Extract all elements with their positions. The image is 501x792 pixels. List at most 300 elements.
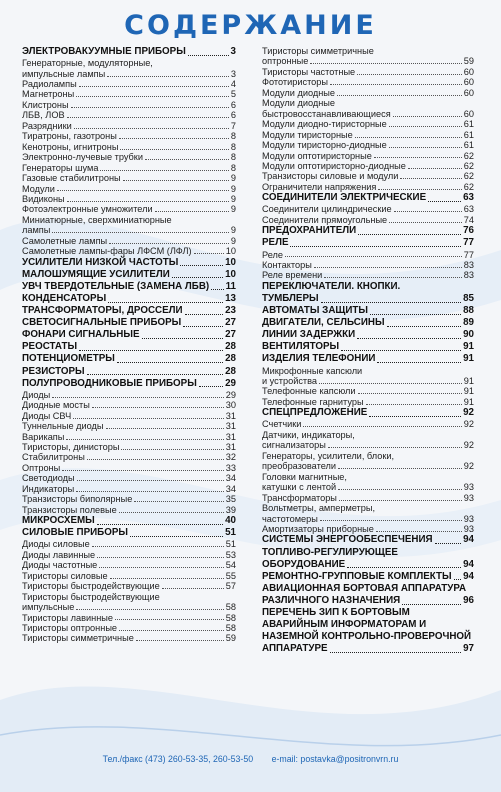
toc-page-number: 40	[225, 515, 236, 527]
toc-entry-title: Тиристоры силовые	[22, 570, 108, 581]
toc-entry-row[interactable]	[262, 270, 474, 280]
toc-entry-title: сигнализаторы	[262, 440, 326, 451]
toc-entry-row[interactable]	[262, 493, 474, 503]
toc-entry-row[interactable]	[22, 194, 236, 204]
dot-leader	[324, 277, 461, 278]
toc-entry-title: Тиристоры быстродействующие	[22, 581, 160, 592]
dot-leader	[370, 314, 461, 315]
dot-leader	[376, 531, 462, 532]
toc-section-row[interactable]	[262, 293, 474, 305]
toc-entry-row[interactable]	[262, 397, 474, 407]
dot-leader	[76, 491, 224, 492]
toc-entry-title: Кенотроны, игнитроны	[22, 141, 119, 152]
toc-section-row[interactable]	[22, 257, 236, 269]
toc-entry-title: ЭЛЕКТРОВАКУУМНЫЕ ПРИБОРЫ	[22, 46, 186, 57]
toc-entry-row[interactable]	[262, 119, 474, 129]
toc-entry-title: Модули оптотиристорные	[262, 150, 372, 161]
toc-entry-row[interactable]	[22, 121, 236, 131]
toc-entry-row[interactable]	[22, 204, 236, 214]
toc-entry-row[interactable]	[262, 472, 474, 482]
toc-entry-title: Модули диодно-тиристорные	[262, 119, 387, 130]
toc-page-number: 74	[463, 214, 474, 225]
toc-section-row[interactable]	[262, 237, 474, 249]
toc-page-number: 10	[225, 246, 236, 257]
toc-entry-row[interactable]	[22, 432, 236, 442]
toc-page-number: 28	[225, 365, 236, 377]
dot-leader	[183, 326, 223, 327]
toc-section-row[interactable]	[262, 571, 474, 583]
toc-entry-row[interactable]	[22, 390, 236, 400]
toc-entry-title: преобразователи	[262, 461, 336, 472]
dot-leader	[71, 107, 229, 108]
dot-leader	[108, 302, 223, 303]
toc-entry-title: Ограничители напряжения	[262, 181, 377, 192]
toc-entry-row[interactable]	[262, 419, 474, 429]
toc-entry-row[interactable]	[262, 46, 474, 56]
toc-entry-title: оптронные	[262, 56, 309, 67]
toc-page-number: 27	[225, 317, 236, 329]
toc-entry-title: АВТОМАТЫ ЗАЩИТЫ	[262, 305, 368, 317]
toc-page-number: 57	[225, 581, 236, 592]
dot-leader	[155, 211, 229, 212]
toc-entry-title: ПЕРЕКЛЮЧАТЕЛИ. КНОПКИ.	[262, 280, 401, 292]
toc-entry-row[interactable]	[262, 130, 474, 140]
toc-entry-title: и устройства	[262, 376, 318, 386]
toc-page-number: 96	[463, 594, 474, 606]
toc-entry-title: Видиконы	[22, 193, 65, 204]
toc-entry-row[interactable]	[262, 109, 474, 119]
toc-entry-row[interactable]	[262, 524, 474, 534]
toc-page-number: 76	[463, 225, 474, 237]
toc-entry-row[interactable]	[22, 484, 236, 494]
toc-entry-title: Микрофонные капсюли	[262, 365, 363, 376]
dot-leader	[389, 222, 462, 223]
toc-entry-row[interactable]	[262, 151, 474, 161]
toc-section-row[interactable]	[22, 46, 236, 58]
toc-page-number: 8	[230, 141, 236, 152]
toc-entry-title: СВЕТОСИГНАЛЬНЫЕ ПРИБОРЫ	[22, 317, 182, 329]
toc-section-row[interactable]	[262, 559, 474, 571]
toc-entry-row[interactable]	[22, 452, 236, 462]
toc-left-column	[22, 46, 236, 644]
toc-entry-row[interactable]	[22, 592, 236, 602]
toc-entry-title: АВАРИЙНЫМ ИНФОРМАТОРАМ И	[262, 619, 427, 631]
toc-entry-title: Модули оптотиристорно-диодные	[262, 160, 406, 171]
toc-page-number: 94	[463, 558, 474, 570]
toc-entry-row[interactable]	[22, 571, 236, 581]
toc-entry-title: Самолетные лампы	[22, 235, 108, 246]
toc-entry-row[interactable]	[22, 184, 236, 194]
toc-entry-title: ИЗДЕЛИЯ ТЕЛЕФОНИИ	[262, 353, 376, 365]
toc-entry-title: МИКРОСХЕМЫ	[22, 515, 95, 527]
dot-leader	[119, 512, 224, 513]
dot-leader	[67, 117, 229, 118]
toc-section-row[interactable]	[262, 607, 474, 619]
toc-page-number: 59	[225, 633, 236, 644]
toc-page-number: 62	[463, 181, 474, 192]
dot-leader	[358, 234, 461, 235]
toc-section-row[interactable]	[262, 595, 474, 607]
toc-entry-row[interactable]	[262, 140, 474, 150]
dot-leader	[172, 277, 223, 278]
dot-leader	[121, 449, 223, 450]
toc-entry-title: СОЕДИНИТЕЛИ ЭЛЕКТРИЧЕСКИЕ	[262, 192, 427, 204]
toc-section-row[interactable]	[22, 353, 236, 365]
toc-entry-title: АППАРАТУРЕ	[262, 643, 328, 655]
toc-section-row[interactable]	[22, 527, 236, 539]
dot-leader	[57, 190, 229, 191]
dot-leader	[119, 630, 224, 631]
toc-entry-title: Реле	[262, 249, 283, 260]
toc-section-row[interactable]	[22, 269, 236, 281]
toc-page-number: 77	[463, 237, 474, 249]
toc-entry-row[interactable]	[262, 376, 474, 386]
dot-leader	[92, 546, 224, 547]
toc-entry-row[interactable]	[22, 110, 236, 120]
toc-entry-row[interactable]	[22, 442, 236, 452]
toc-entry-row[interactable]	[22, 142, 236, 152]
toc-page-number: 51	[225, 527, 236, 539]
toc-page-number: 61	[463, 140, 474, 151]
toc-entry-title: Тиристоры, динисторы	[22, 442, 120, 452]
toc-page-number: 88	[463, 305, 474, 317]
phone-text: Тел./факс (473) 260-53-35, 260-53-50	[102, 754, 254, 764]
toc-entry-row[interactable]	[262, 430, 474, 440]
toc-entry-title: Транзисторы биполярные	[22, 494, 133, 505]
toc-entry-row[interactable]	[262, 386, 474, 396]
toc-entry-row[interactable]	[262, 260, 474, 270]
dot-leader	[87, 459, 224, 460]
toc-entry-title: ПЕРЕЧЕНЬ ЗИП К БОРТОВЫМ	[262, 607, 410, 618]
toc-entry-row[interactable]	[22, 473, 236, 483]
dot-leader	[115, 619, 224, 620]
toc-section-row[interactable]	[262, 192, 474, 204]
toc-page-number: 62	[463, 150, 474, 161]
toc-entry-row[interactable]	[22, 400, 236, 410]
toc-entry-row[interactable]	[22, 505, 236, 515]
toc-section-row[interactable]	[22, 329, 236, 341]
toc-section-row[interactable]	[262, 583, 474, 595]
dot-leader	[338, 489, 462, 490]
toc-entry-row[interactable]	[22, 246, 236, 256]
toc-entry-row[interactable]	[22, 463, 236, 473]
toc-section-row[interactable]	[22, 378, 236, 390]
toc-entry-title: лампы	[22, 225, 51, 236]
toc-entry-title: Электронно-лучевые трубки	[22, 152, 143, 163]
toc-entry-title: Генераторы шума	[22, 162, 99, 173]
toc-entry-row[interactable]	[22, 623, 236, 633]
toc-section-row[interactable]	[22, 515, 236, 527]
dot-leader	[79, 86, 229, 87]
toc-section-row[interactable]	[22, 305, 236, 317]
toc-entry-row[interactable]	[22, 539, 236, 549]
toc-entry-row[interactable]	[22, 225, 236, 235]
toc-entry-row[interactable]	[22, 89, 236, 99]
toc-section-row[interactable]	[262, 329, 474, 341]
dot-leader	[77, 480, 224, 481]
toc-entry-title: Вольтметры, амперметры,	[262, 503, 376, 514]
toc-page-number: 89	[463, 317, 474, 329]
dot-leader	[314, 267, 462, 268]
toc-entry-row[interactable]	[262, 451, 474, 461]
dot-leader	[92, 407, 224, 408]
dot-leader	[123, 180, 229, 181]
toc-entry-title: Самолетные лампы-фары ЛФСМ (ЛФЛ)	[22, 246, 192, 257]
toc-entry-row[interactable]	[22, 494, 236, 504]
toc-page-number: 83	[463, 259, 474, 270]
toc-entry-row[interactable]	[22, 215, 236, 225]
toc-entry-title: Миниатюрные, сверхминиатюрные	[22, 214, 172, 225]
dot-leader	[74, 128, 229, 129]
toc-entry-row[interactable]	[22, 100, 236, 110]
toc-page-number: 10	[225, 256, 236, 268]
toc-page-number: 13	[225, 292, 236, 304]
toc-entry-title: ЛБВ, ЛОВ	[22, 110, 65, 121]
toc-entry-title: СИЛОВЫЕ ПРИБОРЫ	[22, 527, 128, 539]
toc-entry-title: Тиратроны, газотроны	[22, 131, 117, 142]
toc-entry-row[interactable]	[22, 411, 236, 421]
toc-entry-row[interactable]	[22, 58, 236, 68]
toc-entry-row[interactable]	[22, 79, 236, 89]
dot-leader	[303, 426, 461, 427]
toc-entry-title: МАЛОШУМЯЩИЕ УСИЛИТЕЛИ	[22, 268, 170, 280]
toc-entry-title: Телефонные гарнитуры	[262, 396, 364, 407]
dot-leader	[97, 557, 224, 558]
toc-entry-row[interactable]	[262, 56, 474, 66]
dot-leader	[347, 567, 461, 568]
toc-page-number: 59	[463, 56, 474, 67]
toc-entry-title: Амортизаторы приборные	[262, 523, 374, 534]
toc-page-number: 10	[225, 268, 236, 280]
toc-entry-row[interactable]	[22, 163, 236, 173]
toc-entry-row[interactable]	[262, 482, 474, 492]
toc-page-number: 77	[463, 249, 474, 260]
toc-page-number: 31	[225, 442, 236, 452]
dot-leader	[285, 256, 462, 257]
toc-entry-title: Тиристоры быстродействующие	[22, 591, 160, 602]
toc-entry-row[interactable]	[22, 131, 236, 141]
dot-leader	[73, 418, 224, 419]
toc-entry-row[interactable]	[22, 581, 236, 591]
toc-section-row[interactable]	[262, 407, 474, 419]
toc-entry-row[interactable]	[22, 613, 236, 623]
toc-page-number: 9	[230, 183, 236, 194]
toc-page-number: 9	[230, 173, 236, 184]
toc-page-number: 4	[230, 79, 236, 89]
dot-leader	[377, 362, 461, 363]
dot-leader	[428, 201, 461, 202]
toc-page-number: 28	[225, 341, 236, 353]
dot-leader	[52, 397, 224, 398]
dot-leader	[330, 84, 462, 85]
toc-entry-row[interactable]	[262, 182, 474, 192]
toc-entry-title: КОНДЕНСАТОРЫ	[22, 292, 107, 304]
toc-entry-title: Модули диодные	[262, 98, 336, 109]
toc-entry-title: Радиолампы	[22, 79, 77, 89]
toc-section-row[interactable]	[262, 631, 474, 643]
toc-page-number: 90	[463, 329, 474, 341]
toc-entry-title: Индикаторы	[22, 483, 75, 494]
toc-entry-title: ОБОРУДОВАНИЕ	[262, 558, 346, 570]
toc-section-row[interactable]	[262, 281, 474, 293]
dot-leader	[400, 178, 461, 179]
toc-entry-title: Клистроны	[22, 99, 69, 110]
toc-entry-row[interactable]	[262, 215, 474, 225]
toc-entry-title: Соединители прямоугольные	[262, 214, 388, 225]
toc-entry-row[interactable]	[262, 171, 474, 181]
toc-entry-row[interactable]	[262, 161, 474, 171]
dot-leader	[145, 159, 229, 160]
dot-leader	[162, 588, 224, 589]
dot-leader	[408, 168, 462, 169]
dot-leader	[134, 501, 223, 502]
toc-entry-row[interactable]	[262, 98, 474, 108]
toc-page-number: 60	[463, 66, 474, 77]
toc-section-row[interactable]	[22, 293, 236, 305]
toc-section-row[interactable]	[262, 547, 474, 559]
dot-leader	[387, 326, 462, 327]
toc-entry-title: быстровосстанавливающиеся	[262, 108, 391, 119]
toc-entry-row[interactable]	[22, 550, 236, 560]
dot-leader	[435, 543, 462, 544]
toc-entry-row[interactable]	[262, 440, 474, 450]
toc-page-number: 5	[230, 89, 236, 100]
toc-entry-row[interactable]	[22, 69, 236, 79]
toc-entry-row[interactable]	[262, 503, 474, 513]
toc-page-number: 33	[225, 462, 236, 473]
toc-section-row[interactable]	[262, 317, 474, 329]
toc-entry-title: ПОТЕНЦИОМЕТРЫ	[22, 353, 115, 365]
toc-section-row[interactable]	[22, 317, 236, 329]
toc-entry-row[interactable]	[262, 204, 474, 214]
toc-section-row[interactable]	[262, 353, 474, 365]
toc-section-row[interactable]	[22, 341, 236, 353]
toc-entry-row[interactable]	[262, 77, 474, 87]
toc-entry-title: Туннельные диоды	[22, 421, 104, 432]
toc-entry-title: Генераторы, усилители, блоки,	[262, 450, 395, 461]
toc-entry-title: Диодные мосты	[22, 400, 90, 411]
toc-entry-row[interactable]	[22, 633, 236, 643]
toc-section-row[interactable]	[262, 619, 474, 631]
toc-page-number: 91	[463, 396, 474, 407]
dot-leader	[99, 567, 223, 568]
dot-leader	[355, 137, 462, 138]
toc-page-number: 28	[225, 353, 236, 365]
toc-section-row[interactable]	[22, 281, 236, 293]
dot-leader	[62, 470, 224, 471]
toc-page-number: 60	[463, 108, 474, 119]
toc-entry-title: частотомеры	[262, 513, 318, 524]
toc-entry-title: ВЕНТИЛЯТОРЫ	[262, 341, 340, 353]
toc-entry-title: Счетчики	[262, 419, 302, 430]
toc-entry-title: ЛИНИИ ЗАДЕРЖКИ	[262, 329, 356, 341]
toc-entry-title: катушки с лентой	[262, 482, 337, 493]
toc-entry-title: ПОЛУПРОВОДНИКОВЫЕ ПРИБОРЫ	[22, 377, 197, 389]
toc-section-row[interactable]	[262, 341, 474, 353]
toc-entry-row[interactable]	[262, 514, 474, 524]
toc-page-number: 34	[225, 483, 236, 494]
toc-page-number: 54	[225, 560, 236, 571]
dot-leader	[97, 524, 223, 525]
toc-page-number: 93	[463, 513, 474, 524]
dot-leader	[79, 350, 223, 351]
toc-entry-title: СИСТЕМЫ ЭНЕРГООБЕСПЕЧЕНИЯ	[262, 534, 433, 546]
toc-entry-title: Модули	[22, 183, 55, 194]
toc-entry-title: Модули тиристорные	[262, 129, 353, 140]
toc-section-row[interactable]	[22, 366, 236, 378]
toc-entry-row[interactable]	[262, 250, 474, 260]
toc-entry-row[interactable]	[22, 421, 236, 431]
toc-entry-row[interactable]	[22, 560, 236, 570]
toc-page-number: 9	[230, 204, 236, 215]
toc-page-number: 85	[463, 292, 474, 304]
toc-entry-row[interactable]	[22, 173, 236, 183]
toc-page-number: 31	[225, 421, 236, 432]
dot-leader	[374, 157, 462, 158]
dot-leader	[366, 404, 462, 405]
toc-entry-title: Тиристоры симметричные	[262, 46, 374, 56]
toc-page-number: 31	[225, 410, 236, 421]
toc-entry-title: импульсные	[22, 602, 75, 613]
toc-entry-title: АВИАЦИОННАЯ БОРТОВАЯ АППАРАТУРА	[262, 582, 467, 594]
toc-page-number: 30	[225, 400, 236, 411]
toc-entry-row[interactable]	[262, 461, 474, 471]
toc-page-number: 55	[225, 570, 236, 581]
toc-page-number: 6	[230, 110, 236, 121]
dot-leader	[357, 338, 461, 339]
toc-entry-title: ДВИГАТЕЛИ, СЕЛЬСИНЫ	[262, 317, 385, 329]
dot-leader	[454, 579, 462, 580]
dot-leader	[357, 74, 462, 75]
toc-section-row[interactable]	[262, 643, 474, 655]
toc-entry-row[interactable]	[262, 88, 474, 98]
toc-entry-row[interactable]	[22, 602, 236, 612]
toc-page-number: 61	[463, 129, 474, 140]
toc-entry-title: ТРАНСФОРМАТОРЫ, ДРОССЕЛИ	[22, 305, 183, 317]
dot-leader	[109, 243, 229, 244]
toc-page-number: 11	[225, 280, 236, 292]
dot-leader	[52, 232, 229, 233]
dot-leader	[358, 393, 462, 394]
toc-section-row[interactable]	[262, 534, 474, 546]
toc-section-row[interactable]	[262, 305, 474, 317]
toc-page-number: 32	[225, 452, 236, 463]
toc-entry-row[interactable]	[262, 366, 474, 376]
toc-section-row[interactable]	[262, 225, 474, 237]
toc-entry-title: Контакторы	[262, 259, 312, 270]
dot-leader	[188, 55, 229, 56]
toc-entry-title: Диоды	[22, 389, 51, 400]
toc-entry-row[interactable]	[22, 152, 236, 162]
toc-page-number: 92	[463, 407, 474, 419]
toc-page-number: 93	[463, 523, 474, 534]
toc-page-number: 94	[463, 570, 474, 582]
dot-leader	[87, 374, 224, 375]
toc-page-number: 92	[463, 461, 474, 472]
toc-page-number: 83	[463, 270, 474, 281]
toc-page-number: 93	[463, 492, 474, 503]
toc-page-number: 91	[463, 353, 474, 365]
dot-leader	[319, 383, 462, 384]
toc-page-number: 58	[225, 622, 236, 633]
toc-entry-title: Варикапы	[22, 431, 65, 442]
dot-leader	[389, 126, 462, 127]
toc-entry-row[interactable]	[262, 67, 474, 77]
dot-leader	[66, 439, 223, 440]
toc-entry-row[interactable]	[22, 236, 236, 246]
toc-page-number: 9	[230, 225, 236, 236]
toc-entry-title: ТОПЛИВО-РЕГУЛИРУЮЩЕЕ	[262, 546, 398, 558]
